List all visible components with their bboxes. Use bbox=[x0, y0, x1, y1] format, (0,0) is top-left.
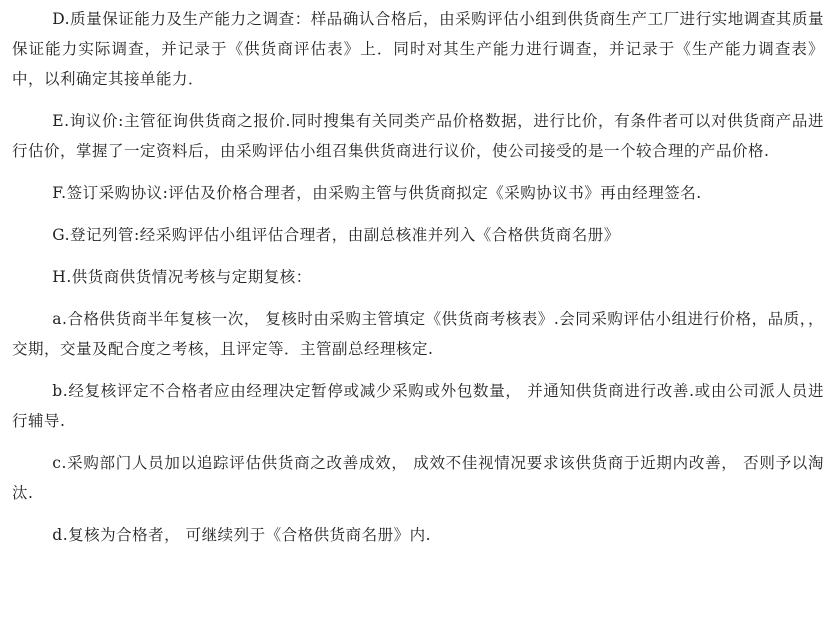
paragraph-d-quality-capacity-survey: D.质量保证能力及生产能力之调查：样品确认合格后，由采购评估小组到供货商生产工厂进行实地调查其质量保证能力实际调查，并记录于《供货商评估表》上．同时对其生产能力进行调查，并记录于《生产能力调查表》中，以利确定其接单能力． bbox=[12, 10, 824, 88]
paragraph-f-sign-agreement: F.签订采购协议:评估及价格合理者，由采购主管与供货商拟定《采购协议书》再由经理签名. bbox=[52, 184, 702, 202]
paragraph-g-registration: G.登记列管:经采购评估小组评估合理者，由副总核准并列入《合格供货商名册》 bbox=[52, 226, 620, 244]
paragraph-b-unqualified-action: b.经复核评定不合格者应由经理决定暂停或减少采购或外包数量， 并通知供货商进行改善.或由公司派人员进行辅导. bbox=[12, 382, 824, 430]
paragraph-h-review-heading: H.供货商供货情况考核与定期复核： bbox=[52, 268, 312, 286]
paragraph-d-qualified-continue: d.复核为合格者， 可继续列于《合格供货商名册》内. bbox=[52, 526, 432, 544]
paragraph-a-half-year-review: a.合格供货商半年复核一次， 复核时由采购主管填定《供货商考核表》.会同采购评估小组进行价格，品质，，交期，交量及配合度之考核，且评定等．主管副总经理核定. bbox=[12, 310, 824, 358]
paragraph-c-follow-up: c.采购部门人员加以追踪评估供货商之改善成效， 成效不佳视情况要求该供货商于近期内改善， 否则予以淘汰. bbox=[12, 454, 824, 502]
paragraph-e-price-inquiry: E.询议价:主管征询供货商之报价.同时搜集有关同类产品价格数据，进行比价，有条件者可以对供货商产品进行估价，掌握了一定资料后，由采购评估小组召集供货商进行议价，使公司接受的是一个较合理的产品价格. bbox=[12, 112, 824, 160]
